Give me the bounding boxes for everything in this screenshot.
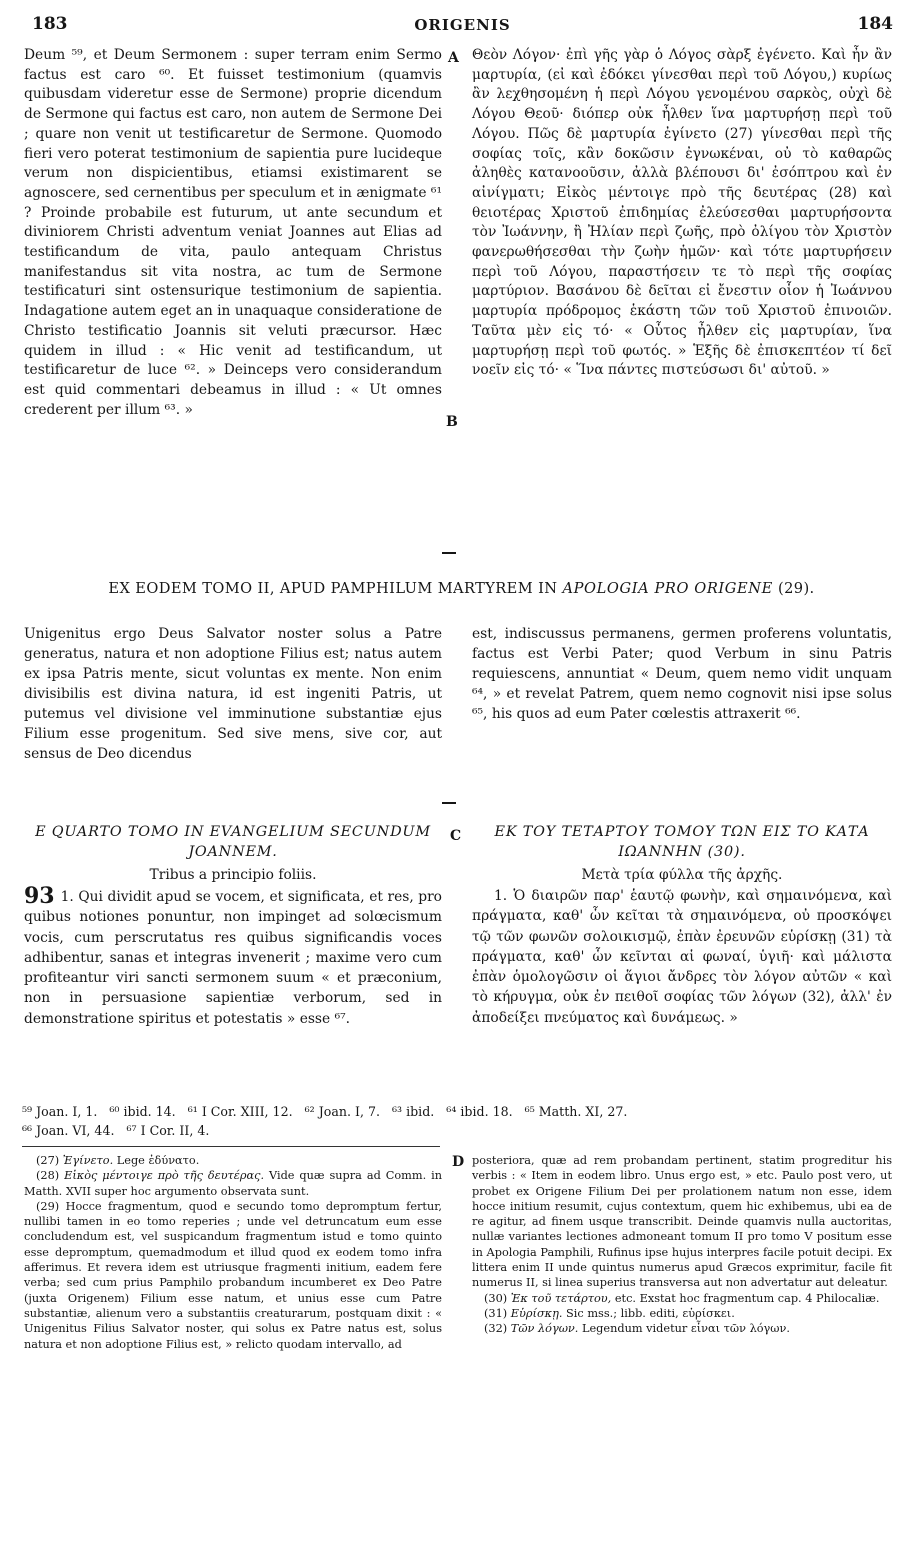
footnote-number: (32)	[484, 1322, 511, 1336]
section-title-italic: APOLOGIA PRO ORIGENE	[562, 580, 773, 597]
footnote-text: Sic mss.; libb. editi, εὑρίσκει.	[562, 1306, 735, 1320]
running-head	[32, 14, 893, 38]
footnote-text: etc. Exstat hoc fragmentum cap. 4 Philocaliæ.	[611, 1291, 880, 1305]
footnote-number: (31)	[484, 1306, 511, 1320]
reference: ⁶³ ibid.	[391, 1104, 435, 1119]
reference: ⁶² Joan. I, 7.	[304, 1104, 380, 1119]
footnote-text: Vide quæ supra ad Comm. in Matth. XVII super hoc argumento observata sunt.	[24, 1169, 442, 1198]
footnote-text: Hocce fragmentum, quod e secundo tomo depromptum fertur, nullibi tamen in eo tomo reperies ; unde vel detruncatum eum esse concludendum est, vel suspicandum fragmentum istud e tomo quinto esse depromptum, quemadmodum et illud quod ex eodem tomo infra afferimus. Et revera idem est utriusque fragmenti initium, eadem fere verba; sed cum prius Pamphilo probandum incumberet ex Deo Patre (juxta Origenem) Filium esse natum, et unius esse cum Patre substantiæ, alienum vero a substantiis creaturarum, postquam dixit : « Unigenitus Filius Salvator noster, qui solus ex Patre natus est, solus natura et non adoptione Filius est, » relicto quodam intervallo, ad	[24, 1199, 442, 1351]
footnote-number: (30)	[484, 1291, 511, 1305]
reference: ⁶⁶ Joan. VI, 44.	[22, 1122, 115, 1138]
footnote-lemma: Τῶν λόγων.	[510, 1322, 579, 1336]
footnote-rule	[22, 1146, 440, 1147]
footnote-30	[472, 1291, 892, 1306]
reference: ⁶⁰ ibid. 14.	[109, 1104, 176, 1119]
column-number: 93	[24, 883, 55, 909]
apologia-right-text: est, indiscussus permanens, germen proferens voluntatis, factus est Verbi Pater; quod Verbum in sinu Patris requiescens, annuntiat « Deum, quem nemo vidit unquam ⁶⁴, » et revelat Patrem, quem nemo cognovit nisi ipse solus ⁶⁵, his quos ad eum Pater cœlestis attraxerit ⁶⁶.	[472, 626, 892, 722]
quarto-latin-title: E QUARTO TOMO IN EVANGELIUM SECUNDUM JOANNEM.	[35, 824, 431, 860]
section-divider-2	[442, 802, 456, 804]
footnote-32	[472, 1321, 892, 1336]
footnote-text: Legendum videtur εἶναι τῶν λόγων.	[578, 1322, 790, 1336]
footnote-number: (29)	[36, 1199, 66, 1213]
reference: ⁶¹ I Cor. XIII, 12.	[187, 1104, 293, 1119]
footnote-29	[24, 1199, 442, 1352]
footnote-text: Lege ἐδύνατο.	[113, 1154, 200, 1167]
top-greek-column	[472, 46, 892, 381]
quarto-latin-column	[24, 822, 442, 1029]
quarto-greek-title: ΕΚ ΤΟΥ ΤΕΤΑΡΤΟΥ ΤΟΜΟΥ ΤΩΝ ΕΙΣ ΤΟ ΚΑΤΑ ΙΩΑΝΝΗΝ (30).	[494, 824, 870, 860]
running-title: ORIGENIS	[414, 16, 511, 34]
footnote-28	[24, 1168, 442, 1199]
reference: ⁵⁹ Joan. I, 1.	[22, 1104, 98, 1119]
section-title-plain: EX EODEM TOMO II, APUD PAMPHILUM MARTYREM IN	[108, 580, 563, 597]
footnote-27	[24, 1153, 442, 1168]
quarto-greek-column	[472, 822, 892, 1028]
top-latin-column	[24, 46, 442, 420]
quarto-latin-subtitle: Tribus a principio foliis.	[149, 867, 317, 883]
footnote-31	[472, 1306, 892, 1321]
footnote-29-continued	[472, 1153, 892, 1291]
apologia-left-text: Unigenitus ergo Deus Salvator noster solus a Patre generatus, natura et non adoptione Filius est; natus autem ex ipsa Patris mente, sicut voluntas ex mente. Non enim divisibilis est divina natura, id est ingeniti Patris, ut putemus vel divisione vel imminutione substantiæ ejus Filium esse progenitum. Sed sive mens, sive cor, aut sensus de Deo dicendus	[24, 626, 442, 762]
quarto-greek-subtitle: Μετὰ τρία φύλλα τῆς ἀρχῆς.	[581, 867, 783, 883]
footnotes-right-column	[472, 1153, 892, 1337]
quarto-greek-text: 1. Ὁ διαιρῶν παρ' ἑαυτῷ φωνὴν, καὶ σημαινόμενα, καὶ πράγματα, καθ' ὧν κεῖται τὰ σημαινόμενα, οὐ προσκόψει τῷ τῶν φωνῶν σολοικισμῷ, ἐπὰν ἐρευνῶν εὑρίσκῃ (31) τὰ πράγματα, καθ' ὧν κεῖνται αἱ φωναί, ὑγιῆ· καὶ μάλιστα ἐπὰν ὁμολογῶσιν οἱ ἅγιοι ἄνδρες τὸν λόγον αὐτῶν « καὶ τὸ κήρυγμα, οὐκ ἐν πειθοῖ σοφίας τῶν λόγων (32), ἀλλ' ἐν ἀποδείξει πνεύματος καὶ δυνάμεως. »	[472, 888, 892, 1026]
margin-marker-b: B	[446, 414, 458, 430]
footnote-text: posteriora, quæ ad rem probandam pertinent, statim progreditur his verbis : « Item in eodem libro. Unus ergo est, » etc. Paulo post vero, ut probet ex Origene Filium Dei per prolationem natum non esse, idem hocce initium resumit, cujus contextum, quem hic exhibemus, ubi ea de re agitur, ad finem usque transcribit. Deinde quamvis nulla auctoritas, nullæ variantes lectiones admoneant tomum II pro tomo V positum esse in Apologia Pamphili, Rufinus ipse hujus interpres facile potuit decipi. Ex littera enim II unde quintus numerus apud Græcos exprimitur, facile fit numerus II, si linea superius transversa aut non advertatur aut deleatur.	[472, 1154, 892, 1290]
reference: ⁶⁵ Matth. XI, 27.	[524, 1104, 628, 1119]
page-number-left: 183	[32, 14, 68, 34]
section-divider	[442, 552, 456, 554]
footnote-lemma: Εὑρίσκῃ.	[510, 1306, 563, 1320]
page-number-right: 184	[857, 14, 893, 34]
top-greek-text: Θεὸν Λόγον· ἐπὶ γῆς γὰρ ὁ Λόγος σὰρξ ἐγένετο. Καὶ ἦν ἂν μαρτυρία, (εἰ καὶ ἐδόκει γίνεσθαι περὶ τοῦ Λόγου,) κυρίως ἂν λεχθησομένη ἡ περὶ Λόγου γενομένου σαρκὸς, οὐχὶ δὲ Λόγου Θεοῦ· διόπερ οὐκ ἦλθεν ἵνα μαρτυρήσῃ περὶ τοῦ Λόγου. Πῶς δὲ μαρτυρία ἐγίνετο (27) γίνεσθαι περὶ τῆς σοφίας τοῖς, κἂν δοκῶσιν ἐγνωκέναι, οὐ τὸ καθαρῶς ἀληθὲς κατανοοῦσιν, ἀλλὰ βλέπουσι δι' ἐσόπτρου καὶ ἐν αἰνίγματι; Εἰκὸς μέντοιγε πρὸ τῆς δευτέρας (28) καὶ θειοτέρας Χριστοῦ ἐπιδημίας ἐλεύσεσθαι μαρτυρήσοντα τὸν Ἰωάννην, ἢ Ἠλίαν περὶ ζωῆς, πρὸ ὀλίγου τὸν Χριστὸν φανερωθήσεσθαι τὴν ζωὴν ἡμῶν· καὶ τότε μαρτυρήσειν περὶ τοῦ Λόγου, παραστήσειν τε τὸ περὶ τῆς σοφίας μαρτύριον. Βασάνου δὲ δεῖται εἰ ἔνεστιν οἷον ἡ Ἰωάννου μαρτυρία πρόδρομος ἑκάστη τῶν τοῦ Χριστοῦ ἐπινοιῶν. Ταῦτα μὲν εἰς τό· « Οὗτος ἦλθεν εἰς μαρτυρίαν, ἵνα μαρτυρήσῃ περὶ τοῦ φωτός. » Ἑξῆς δὲ ἐπισκεπτέον τί δεῖ νοεῖν εἰς τό· « Ἵνα πάντες πιστεύσωσι δι' αὐτοῦ. »	[472, 47, 892, 379]
quarto-latin-text: 1. Qui dividit apud se vocem, et significata, et res, pro quibus notiones ponuntur, non impinget ad solœcismum vocis, cum perscrutatus res quibus significandis voces adhibentur, sanas et integras invenerit ; maxime vero cum profiteantur viri sancti sermonem suum « et præconium, non in persuasione sapientiæ verborum, sed in demonstratione spiritus et potestatis » esse ⁶⁷.	[24, 889, 442, 1027]
section-title-note: (29).	[772, 580, 815, 597]
footnote-number: (27)	[36, 1154, 63, 1167]
top-latin-text: Deum ⁵⁹, et Deum Sermonem : super terram enim Sermo factus est caro ⁶⁰. Et fuisset testimonium (quamvis quibusdam videretur esse de Sermone) proprie dicendum de Sermone qui factus est caro, non autem de Sermone Dei ; quare non venit ut testificaretur de Sermone. Quomodo fieri vero poterat testimonium de sapientia pure lucideque verum non dispicientibus, etiamsi existimarent se agnoscere, sed cernentibus per speculum et in ænigmate ⁶¹ ? Proinde probabile est futurum, ut ante secundum et diviniorem Christi adventum veniat Joannes aut Elias ad testificandum de vita, paulo antequam Christus manifestandus sit vita nostra, ac tum de Sermone testificaturi sint ostensurique testimonium de sapientia. Indagatione autem eget an in unaquaque consideratione de Christo testificatio Joannis sit veluti præcursor. Hæc quidem in illud : « Hic venit ad testificandum, ut testificaretur de luce ⁶². » Deinceps vero considerandum est quid commentari debeamus in illud : « Ut omnes crederent per illum ⁶³. »	[24, 47, 442, 418]
footnotes-left-column	[24, 1153, 442, 1352]
footnote-number: (28)	[36, 1169, 65, 1183]
reference: ⁶⁷ I Cor. II, 4.	[126, 1122, 210, 1138]
footnote-lemma: Εἰκὸς μέντοιγε πρὸ τῆς δευτέρας.	[64, 1169, 265, 1183]
footnote-lemma: Ἐκ τοῦ τετάρτου,	[510, 1291, 612, 1305]
footnote-lemma: Ἐγίνετο.	[62, 1154, 114, 1167]
scripture-references	[22, 1103, 895, 1140]
reference: ⁶⁴ ibid. 18.	[446, 1104, 513, 1119]
margin-marker-a: A	[448, 50, 459, 66]
margin-marker-c: C	[450, 828, 462, 844]
section-title-apologia	[30, 580, 893, 597]
apologia-right-column	[472, 624, 892, 724]
apologia-left-column	[24, 624, 442, 764]
margin-marker-d: D	[452, 1154, 465, 1170]
